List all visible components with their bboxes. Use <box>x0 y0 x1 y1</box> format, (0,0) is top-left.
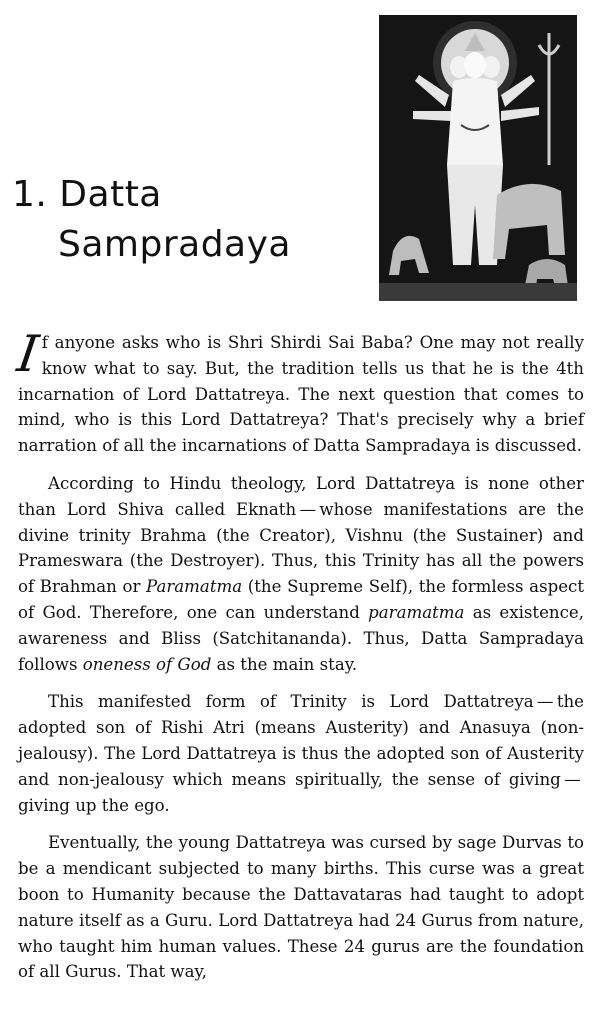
paragraph-4-text: Eventually, the young Dattatreya was cursed by sage Durvas to be a mendicant subjected to many births. This curse was a great boon to Humanity because the Dattavataras had taught to adopt nature itself as a Guru. Lord Dattatreya had 24 Gurus from nature, who taught him human values. These 24 gurus are the foundation of all Gurus. That way, <box>18 833 584 982</box>
paragraph-1-text: f anyone asks who is Shri Shirdi Sai Baba? One may not really know what to say. But, the tradition tells us that he is the 4th incarnation of Lord Dattatreya. The next question that comes to mind, who is this Lord Dattatreya? That's precisely why a brief narration of all the incarnations of Datta Sampradaya is discussed. <box>18 333 584 456</box>
paragraph-3-text: This manifested form of Trinity is Lord Dattatreya — the adopted son of Rishi Atri (means Austerity) and Anasuya (non-jealousy). The Lord Dattatreya is thus the adopted son of Austerity and non-jealousy which means spiritually, the sense of giving — giving up the ego. <box>18 692 584 815</box>
chapter-title-line-1: 1. Datta <box>12 174 162 215</box>
paragraph-2-italic-b: paramatma <box>368 602 465 622</box>
paragraph-2-italic-c: oneness of God <box>82 654 212 674</box>
chapter-title <box>12 170 291 270</box>
paragraph-2-text-a: According to Hindu theology, Lord Dattatreya is none other than Lord Shiva called Eknath — whose manifestations are the divine trinity Brahma (the Creator), Vishnu (the Sustainer) and Prameswara (the Destroyer). Thus, this Trinity has all the powers of Brahman or <box>18 473 584 597</box>
paragraph-4 <box>18 830 584 985</box>
dattatreya-illustration <box>379 15 577 301</box>
paragraph-2-text-c: as existence, awareness and Bliss (Satchitananda). Thus, Datta Sampradaya follows <box>18 602 584 674</box>
paragraph-2 <box>18 471 584 677</box>
chapter-title-line-2: Sampradaya <box>58 224 291 265</box>
paragraph-2-italic-a: Paramatma <box>146 577 243 597</box>
drop-cap: I <box>13 325 42 383</box>
paragraph-1 <box>13 325 584 459</box>
chapter-body <box>13 325 584 997</box>
paragraph-3 <box>18 689 584 818</box>
paragraph-2-text-b: (the Supreme Self), the formless aspect of God. Therefore, one can understand <box>18 577 584 622</box>
paragraph-2-text-d: as the main stay. <box>211 654 358 674</box>
